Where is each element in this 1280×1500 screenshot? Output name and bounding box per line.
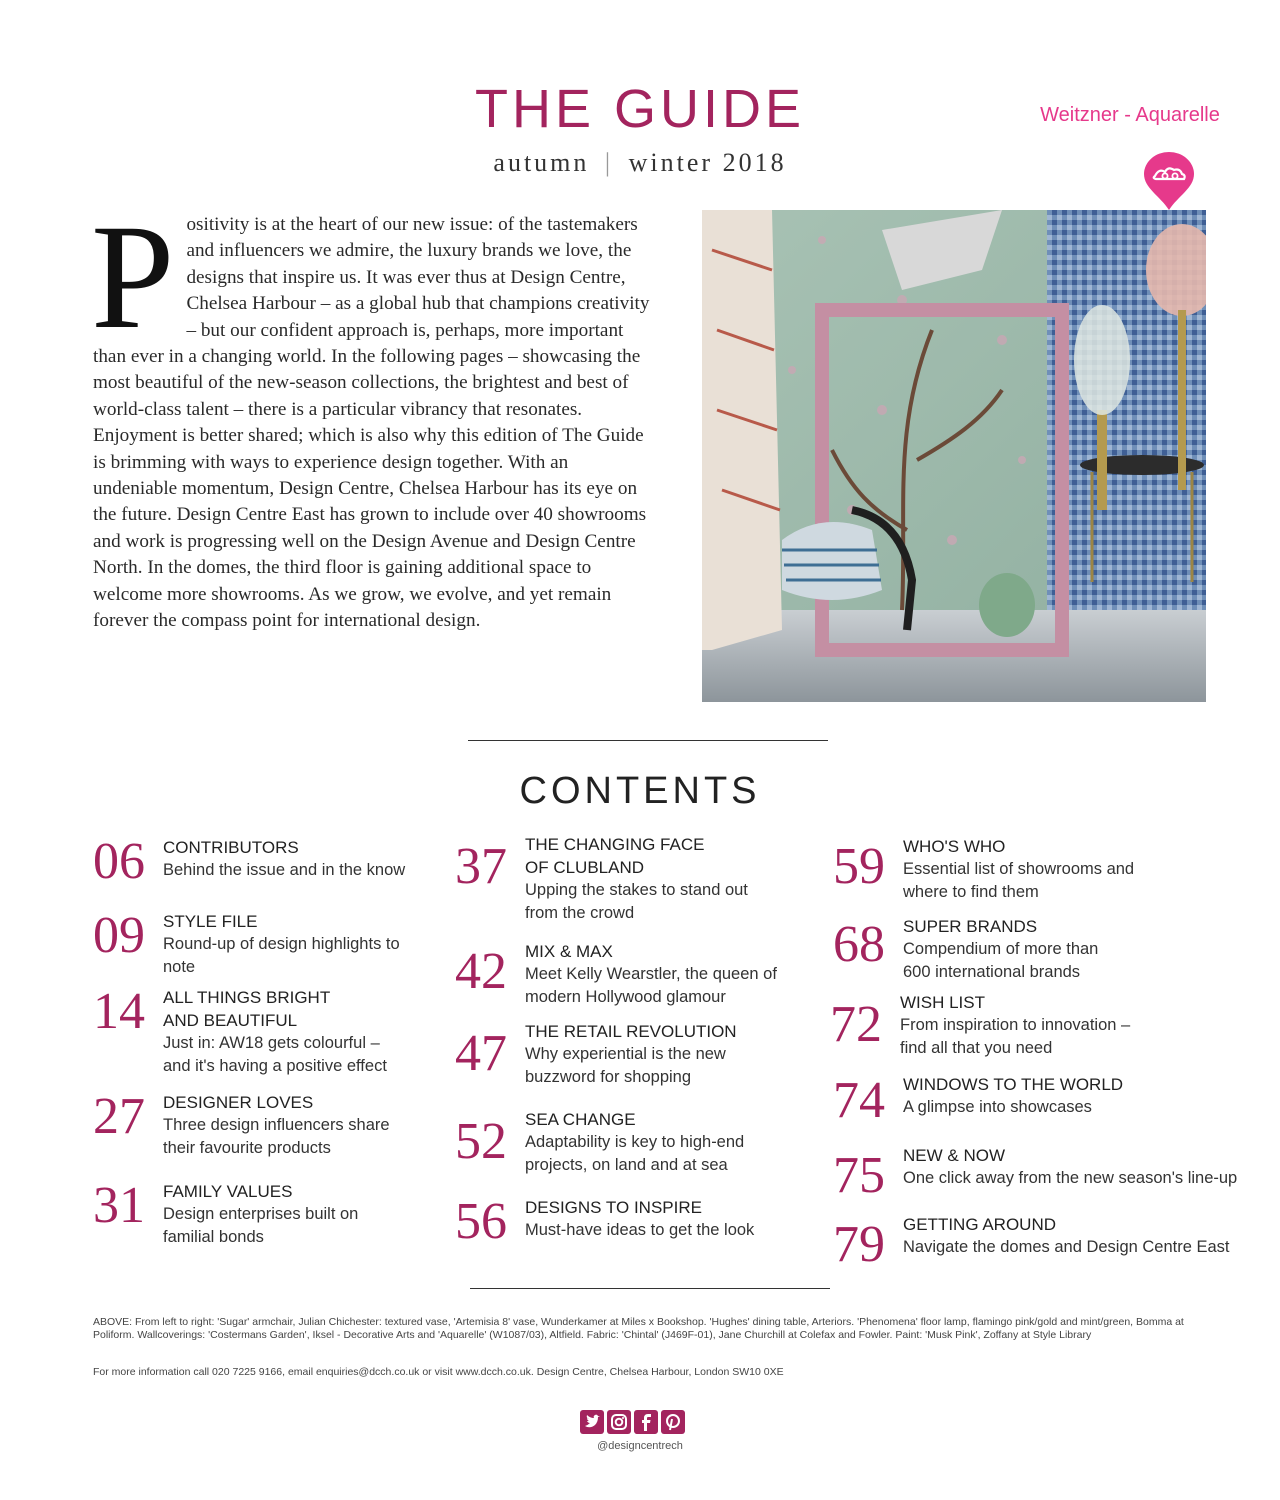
toc-page-number: 42 [455,943,507,1000]
toc-description: Adaptability is key to high-end projects, on land and at sea [525,1133,745,1174]
toc-description: A glimpse into showcases [903,1098,1092,1116]
edition-subtitle [0,148,1280,178]
pinterest-icon[interactable] [661,1410,685,1434]
toc-title: WINDOWS TO THE WORLD [903,1075,1124,1094]
toc-page-number: 31 [93,1177,145,1234]
season-separator: | [604,148,614,177]
toc-page-number: 75 [833,1147,885,1204]
toc-title: WHO'S WHO [903,837,1006,856]
toc-description: Must-have ideas to get the look [525,1221,755,1239]
divider-top [468,740,828,741]
facebook-icon[interactable] [634,1410,658,1434]
toc-page-number: 27 [93,1088,145,1145]
map-pin-icon[interactable] [1138,150,1200,212]
toc-title: GETTING AROUND [903,1215,1057,1234]
toc-description: From inspiration to innovation – find all that you need [900,1016,1131,1057]
toc-page-number: 72 [830,996,882,1053]
photo-caption: ABOVE: From left to right: 'Sugar' armchair, Julian Chichester: textured vase, 'Artemisia 8' vase, Wunderkamer at Miles x Bookshop. 'Hughes' dining table, Arteriors. 'Phenomena' floor lamp, flamingo pink/gold and mint/green, Bomma at Poliform. Wallcoverings: 'Costermans Garden', Iksel - Decorative Arts and 'Aquarelle' (W1087/03), Altfield. Fabric: 'Chintal' (J469F-01), Jane Churchill at Colefax and Fowler. Paint: 'Musk Pink', Zoffany at Style Library [93,1316,1184,1341]
toc-title: DESIGNER LOVES [163,1093,314,1112]
intro-text: ositivity is at the heart of our new issue: of the tastemakers and influencers we admire, the luxury brands we love, the designs that inspire us. It was ever thus at Design Centre, Chelsea Harbour – as a global hub that champions creativity – but our confident approach is, perhaps, more important than ever in a changing world. In the following pages – showcasing the most beautiful of the new-season collections, the brightest and best of world-class talent – there is a particular vibrancy that resonates. Enjoyment is better shared; which is also why this edition of The Guide is brimming with ways to experience design together. With an undeniable momentum, Design Centre, Chelsea Harbour has its eye on the future. Design Centre East has grown to include over 40 showrooms and work is progressing well on the Design Avenue and Design Centre North. In the domes, the third floor is gaining additional space to welcome more showrooms. As we grow, we evolve, and yet remain forever the compass point for international design. [93,214,650,632]
toc-title: SUPER BRANDS [903,917,1038,936]
season-autumn: autumn [493,148,590,177]
instagram-icon[interactable] [607,1410,631,1434]
toc-description: Behind the issue and in the know [163,861,406,879]
toc-page-number: 09 [93,907,145,964]
toc-description: Compendium of more than 600 international brands [903,940,1099,981]
social-handle[interactable]: @designcentrech [597,1440,683,1452]
toc-title: DESIGNS TO INSPIRE [525,1198,702,1217]
toc-title: THE RETAIL REVOLUTION [525,1022,737,1041]
toc-title: STYLE FILE [163,912,258,931]
toc-description: Why experiential is the new buzzword for shopping [525,1045,726,1086]
toc-title: MIX & MAX [525,942,613,961]
toc-title: FAMILY VALUES [163,1182,293,1201]
intro-paragraph [91,194,653,635]
toc-page-number: 74 [833,1072,885,1129]
drop-cap: P [91,194,175,360]
toc-title: SEA CHANGE [525,1110,636,1129]
toc-title: THE CHANGING FACE OF CLUBLAND [525,835,705,877]
toc-page-number: 68 [833,916,885,973]
toc-title: NEW & NOW [903,1146,1005,1165]
contact-info: For more information call 020 7225 9166, email enquiries@dcch.co.uk or visit www.dcch.co.uk. Design Centre, Chelsea Harbour, London SW10 0XE [93,1366,784,1378]
toc-page-number: 59 [833,838,885,895]
social-icons [580,1410,685,1434]
toc-description: Essential list of showrooms and where to find them [903,860,1135,901]
toc-title: ALL THINGS BRIGHT AND BEAUTIFUL [163,988,331,1030]
toc-page-number: 47 [455,1025,507,1082]
season-winter: winter 2018 [628,148,787,177]
interior-photo [702,210,1206,702]
toc-description: Meet Kelly Wearstler, the queen of modern Hollywood glamour [525,965,777,1006]
toc-page-number: 52 [455,1113,507,1170]
toc-title: WISH LIST [900,993,986,1012]
toc-title: CONTRIBUTORS [163,838,299,857]
toc-description: Upping the stakes to stand out from the crowd [525,881,748,922]
toc-page-number: 79 [833,1216,885,1273]
toc-description: Design enterprises built on familial bonds [163,1205,359,1246]
toc-description: Navigate the domes and Design Centre East [903,1238,1230,1256]
toc-page-number: 06 [93,833,145,890]
toc-page-number: 56 [455,1193,507,1250]
image-tag-label[interactable]: Weitzner - Aquarelle [1040,104,1220,126]
toc-description: Three design influencers share their favourite products [163,1116,390,1157]
guide-title: THE GUIDE [474,79,806,139]
contents-heading: CONTENTS [519,770,761,812]
twitter-icon[interactable] [580,1410,604,1434]
toc-description: Round-up of design highlights to note [163,935,400,976]
divider-bottom [470,1288,830,1289]
toc-description: One click away from the new season's line-up [903,1169,1238,1187]
toc-page-number: 14 [93,983,145,1040]
toc-description: Just in: AW18 gets colourful – and it's having a positive effect [163,1034,387,1075]
toc-page-number: 37 [455,838,507,895]
